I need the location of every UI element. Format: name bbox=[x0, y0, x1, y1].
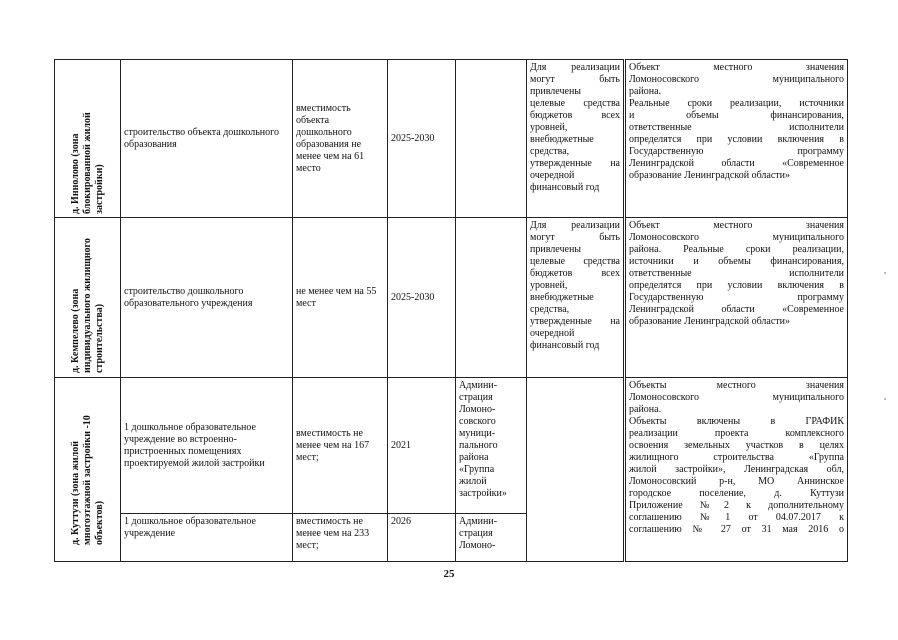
text-line: целевые средства bbox=[530, 256, 620, 267]
text-line: района bbox=[459, 452, 489, 463]
text-line: Государственную программу bbox=[629, 292, 844, 303]
text-line: городское поселение, д. Куттузи bbox=[629, 488, 844, 499]
text-line: района. Реальные сроки реализации, bbox=[629, 244, 844, 255]
period-cell: 2025-2030 bbox=[388, 60, 456, 218]
capacity-cell: вместимость не менее чем на 167 мест; bbox=[293, 378, 388, 514]
settlement-label: д. Кемпелево (зона индивидуального жилищного строительства) bbox=[69, 237, 105, 373]
period-cell: 2021 bbox=[388, 378, 456, 514]
text-line: уровней, bbox=[530, 122, 568, 133]
text-line: определятся при условии включения в bbox=[629, 134, 844, 145]
text-line: «Группа bbox=[459, 464, 495, 475]
text-line: освоения земельных участков в целях bbox=[629, 440, 844, 451]
text-line: бюджетов всех bbox=[530, 110, 620, 121]
text-line: реализации проекта комплексного bbox=[629, 428, 844, 439]
object-cell: 1 дошкольное образовательное учреждение во встроенно-пристроенных помещениях проектируемой жилой застройки bbox=[121, 378, 293, 514]
table-row bbox=[55, 218, 848, 378]
text-line: могут быть bbox=[530, 74, 620, 85]
text-line: жилой застройки», Ленинградская обл, bbox=[629, 464, 844, 475]
object-cell: строительство дошкольного образовательного учреждения bbox=[121, 218, 293, 378]
text-line: застройки» bbox=[459, 488, 507, 499]
text-line: целевые средства bbox=[530, 98, 620, 109]
text-line: соглашению №1 от 04.07.2017 к bbox=[629, 512, 844, 523]
text-line: ответственные исполнители bbox=[629, 122, 844, 133]
page-number: 25 bbox=[443, 568, 455, 580]
notes-cell bbox=[625, 60, 848, 218]
scan-speck bbox=[884, 272, 886, 274]
text-line: Ломоно- bbox=[459, 404, 496, 415]
text-line: Объект местного значения bbox=[629, 62, 844, 73]
settlement-label: д. Куттузи (зона жилой многоэтажной застройки -10 объектов) bbox=[69, 414, 105, 545]
capacity-cell: вместимость объекта дошкольного образования не менее чем на 61 место bbox=[293, 60, 388, 218]
text-line: средства, bbox=[530, 146, 570, 157]
text-line: совского bbox=[459, 416, 496, 427]
text-line: привлечены bbox=[530, 86, 582, 97]
text-line: Объекты местного значения bbox=[629, 380, 844, 391]
table-row bbox=[55, 378, 848, 514]
responsible-cell bbox=[456, 218, 527, 378]
text-line: Государственную программу bbox=[629, 146, 844, 157]
text-line: района. bbox=[629, 404, 662, 415]
financing-cell bbox=[527, 218, 625, 378]
text-line: страция bbox=[459, 528, 493, 539]
text-line: Ленинградской области «Современное bbox=[629, 304, 844, 315]
responsible-cell bbox=[456, 378, 527, 514]
text-line: Ломоносовского муниципального bbox=[629, 232, 844, 243]
financing-cell bbox=[527, 60, 625, 218]
notes-cell bbox=[625, 378, 848, 562]
text-line: жилой bbox=[459, 476, 487, 487]
text-line: Админи- bbox=[459, 516, 498, 527]
text-line: пального bbox=[459, 440, 498, 451]
object-cell: 1 дошкольное образовательное учреждение bbox=[121, 514, 293, 562]
text-line: средства, bbox=[530, 304, 570, 315]
financing-cell bbox=[527, 378, 625, 562]
responsible-cell bbox=[456, 60, 527, 218]
text-line: очередной bbox=[530, 328, 575, 339]
text-line: жилищного строительства «Группа bbox=[629, 452, 844, 463]
text-line: внебюджетные bbox=[530, 292, 594, 303]
text-line: могут быть bbox=[530, 232, 620, 243]
scan-speck bbox=[884, 398, 886, 400]
settlement-cell bbox=[55, 218, 121, 378]
text-line: Ломоно- bbox=[459, 540, 496, 551]
text-line: привлечены bbox=[530, 244, 582, 255]
text-line: Ленинградской области «Современное bbox=[629, 158, 844, 169]
text-line: муници- bbox=[459, 428, 496, 439]
table-row bbox=[55, 60, 848, 218]
text-line: внебюджетные bbox=[530, 134, 594, 145]
text-line: Объект местного значения bbox=[629, 220, 844, 231]
text-line: страция bbox=[459, 392, 493, 403]
text-line: Реальные сроки реализации, источники bbox=[629, 98, 844, 109]
text-line: Админи- bbox=[459, 380, 498, 391]
text-line: Ломоносовский р-н, МО Аннинское bbox=[629, 476, 844, 487]
text-line: утвержденные на bbox=[530, 158, 620, 169]
text-line: Для реализации bbox=[530, 220, 620, 231]
text-line: Ломоносовского муниципального bbox=[629, 392, 844, 403]
text-line: Приложение №2 к дополнительному bbox=[629, 500, 844, 511]
text-line: определятся при условии включения в bbox=[629, 280, 844, 291]
text-line: очередной bbox=[530, 170, 575, 181]
text-line: Объекты включены в ГРАФИК bbox=[629, 416, 844, 427]
text-line: утвержденные на bbox=[530, 316, 620, 327]
responsible-cell bbox=[456, 514, 527, 562]
period-cell: 2026 bbox=[388, 514, 456, 562]
notes-cell bbox=[625, 218, 848, 378]
text-line: бюджетов всех bbox=[530, 268, 620, 279]
settlement-cell bbox=[55, 378, 121, 562]
text-line: образование Ленинградской области» bbox=[629, 316, 790, 327]
text-line: и объемы финансирования, bbox=[629, 110, 844, 121]
text-line: района. bbox=[629, 86, 662, 97]
settlement-cell bbox=[55, 60, 121, 218]
facilities-table bbox=[54, 59, 848, 562]
object-cell: строительство объекта дошкольного образования bbox=[121, 60, 293, 218]
text-line: финансовый год bbox=[530, 182, 600, 193]
text-line: ответственные исполнители bbox=[629, 268, 844, 279]
text-line: уровней, bbox=[530, 280, 568, 291]
text-line: соглашению № 27 от 31 мая 2016 о bbox=[629, 524, 844, 535]
capacity-cell: вместимость не менее чем на 233 мест; bbox=[293, 514, 388, 562]
text-line: источники и объемы финансирования, bbox=[629, 256, 844, 267]
text-line: Ломоносовского муниципального bbox=[629, 74, 844, 85]
period-cell: 2025-2030 bbox=[388, 218, 456, 378]
capacity-cell: не менее чем на 55 мест bbox=[293, 218, 388, 378]
text-line: образование Ленинградской области» bbox=[629, 170, 790, 181]
text-line: Для реализации bbox=[530, 62, 620, 73]
text-line: финансовый год bbox=[530, 340, 600, 351]
settlement-label: д. Иннолово (зона блокированной жилой застройки) bbox=[69, 111, 105, 214]
